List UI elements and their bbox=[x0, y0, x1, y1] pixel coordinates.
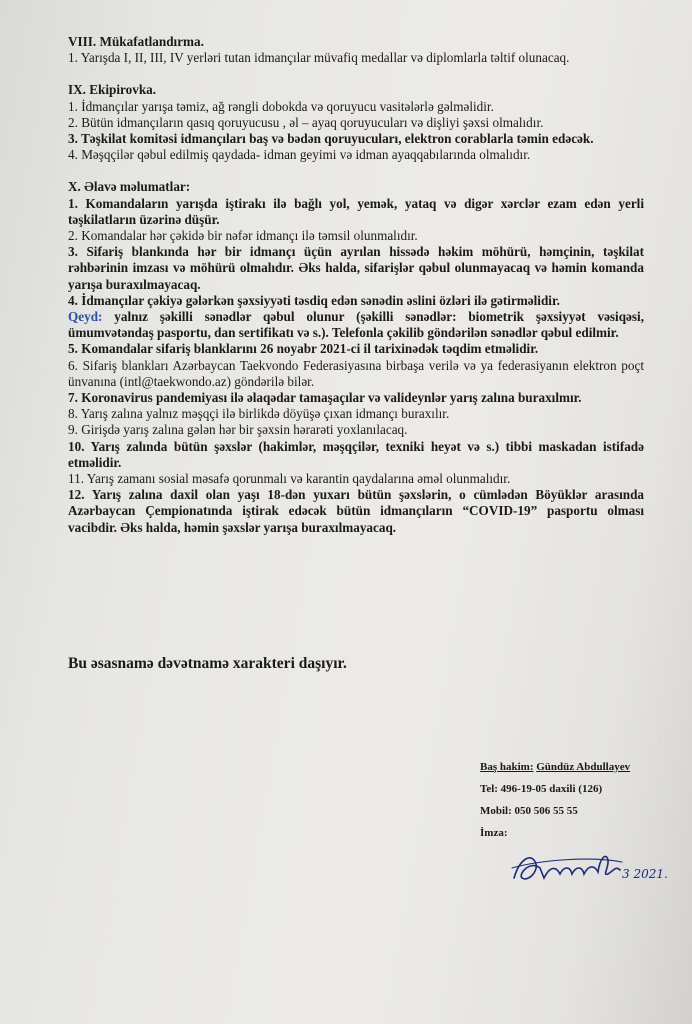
qeyd-text: yalnız şəkilli sənədlər qəbul olunur (şəkilli sənədlər: biometrik şəxsiyyət vəsiqəsi, ümumvətəndaş pasportu, dan sertifikatı və s.). Telefonla çəkilib göndərilən sənədlər qəbul edilmir. bbox=[68, 309, 644, 341]
mobil-row: Mobil: 050 506 55 55 bbox=[480, 805, 578, 817]
head-judge-name: Gündüz Abdullayev bbox=[536, 761, 631, 773]
section-ix-item-1: 1. İdmançılar yarışa təmiz, ağ rəngli dobokda və qoruyucu vasitələrlə gəlməlidir. bbox=[68, 98, 494, 114]
qeyd-label: Qeyd: bbox=[68, 309, 103, 325]
section-x-item-6: 6. Sifariş blankları Azərbaycan Taekvondo Federasiyasına birbaşa verilə və ya federasiyanın elektron poçt ünvanına (intl@taekwondo.az) göndərilə bilər. bbox=[68, 357, 644, 389]
section-x-item-8: 8. Yarış zalına yalnız məşqçi ilə birlikdə döyüşə çıxan idmançı buraxılır. bbox=[68, 406, 450, 422]
handwritten-signature bbox=[510, 838, 670, 898]
section-x-item-1: 1. Komandaların yarışda iştirakı ilə bağlı yol, yemək, yataq və digər xərclər ezam edən yerli təşkilatların üzərinə düşür. bbox=[68, 195, 644, 227]
section-ix-item-4: 4. Məşqçilər qəbul edilmiş qaydada- idman geyimi və idman ayaqqabılarında olmalıdır. bbox=[68, 147, 531, 163]
section-x-item-12: 12. Yarış zalına daxil olan yaşı 18-dən yuxarı bütün şəxslərin, o cümlədən Böyüklər arasında Azərbaycan Çempionatında iştirak edəcək bütün idmançıların “COVID-19” pasportu olması vacibdir. Əks halda, həmin şəxslər yarışa buraxılmayacaq. bbox=[68, 487, 644, 535]
section-ix-title: IX. Ekipirovka. bbox=[68, 82, 157, 98]
document-body bbox=[68, 34, 644, 536]
section-x-item-7: 7. Koronavirus pandemiyası ilə əlaqədar tamaşaçılar və valideynlər yarış zalına buraxılmır. bbox=[68, 390, 582, 406]
section-ix-item-3: 3. Təşkilat komitəsi idmançıları baş və bədən qoruyucuları, elektron corablarla təmin edəcək. bbox=[68, 131, 594, 147]
section-x-item-11: 11. Yarış zamanı sosial məsafə qorunmalı və karantin qaydalarına əməl olunmalıdır. bbox=[68, 471, 511, 487]
section-x-item-5: 5. Komandalar sifariş blanklarını 26 noyabr 2021-ci il tarixinədək təqdim etməlidir. bbox=[68, 341, 539, 357]
section-x-item-4: 4. İdmançılar çəkiyə gələrkən şəxsiyyəti təsdiq edən sənədin əslini özləri ilə gətirməlidir. bbox=[68, 292, 560, 308]
section-x-qeyd bbox=[68, 309, 644, 341]
tel-row: Tel: 496-19-05 daxili (126) bbox=[480, 783, 603, 795]
closing-statement: Bu əsasnamə dəvətnamə xarakteri daşıyır. bbox=[68, 655, 347, 672]
section-x-item-2: 2. Komandalar hər çəkidə bir nəfər idmançı ilə təmsil olunmalıdır. bbox=[68, 228, 418, 244]
section-x-title: X. Əlavə məlumatlar: bbox=[68, 179, 191, 195]
section-x-item-3: 3. Sifariş blankında hər bir idmançı üçün ayrılan hissədə həkim möhürü, həmçinin, təşkilat rəhbərinin imzası və möhürü olmalıdır. Əks halda, sifarişlər qəbul olunmayacaq və həmin komanda yarışa buraxılmayacaq. bbox=[68, 244, 644, 292]
signature-block bbox=[480, 760, 680, 848]
section-x-item-9: 9. Girişdə yarış zalına gələn hər bir şəxsin hərarəti yoxlanılacaq. bbox=[68, 422, 408, 438]
section-viii-item-1: 1. Yarışda I, II, III, IV yerləri tutan idmançılar müvafiq medallar və diplomlarla təltif olunacaq. bbox=[68, 50, 570, 66]
section-ix-item-2: 2. Bütün idmançıların qasıq qoruyucusu , əl – ayaq qoruyucuları və dişliyi şəxsi olmalıdır. bbox=[68, 114, 544, 130]
section-viii-title: VIII. Mükafatlandırma. bbox=[68, 34, 204, 49]
signature-date: 3 2021. bbox=[622, 867, 668, 881]
head-judge-label: Baş hakim: bbox=[480, 761, 534, 773]
head-judge-row bbox=[480, 760, 680, 782]
section-x-item-10: 10. Yarış zalında bütün şəxslər (hakimlər, məşqçilər, texniki heyət və s.) tibbi maskadan istifadə etməlidir. bbox=[68, 438, 644, 470]
imza-label: İmza: bbox=[480, 827, 508, 839]
